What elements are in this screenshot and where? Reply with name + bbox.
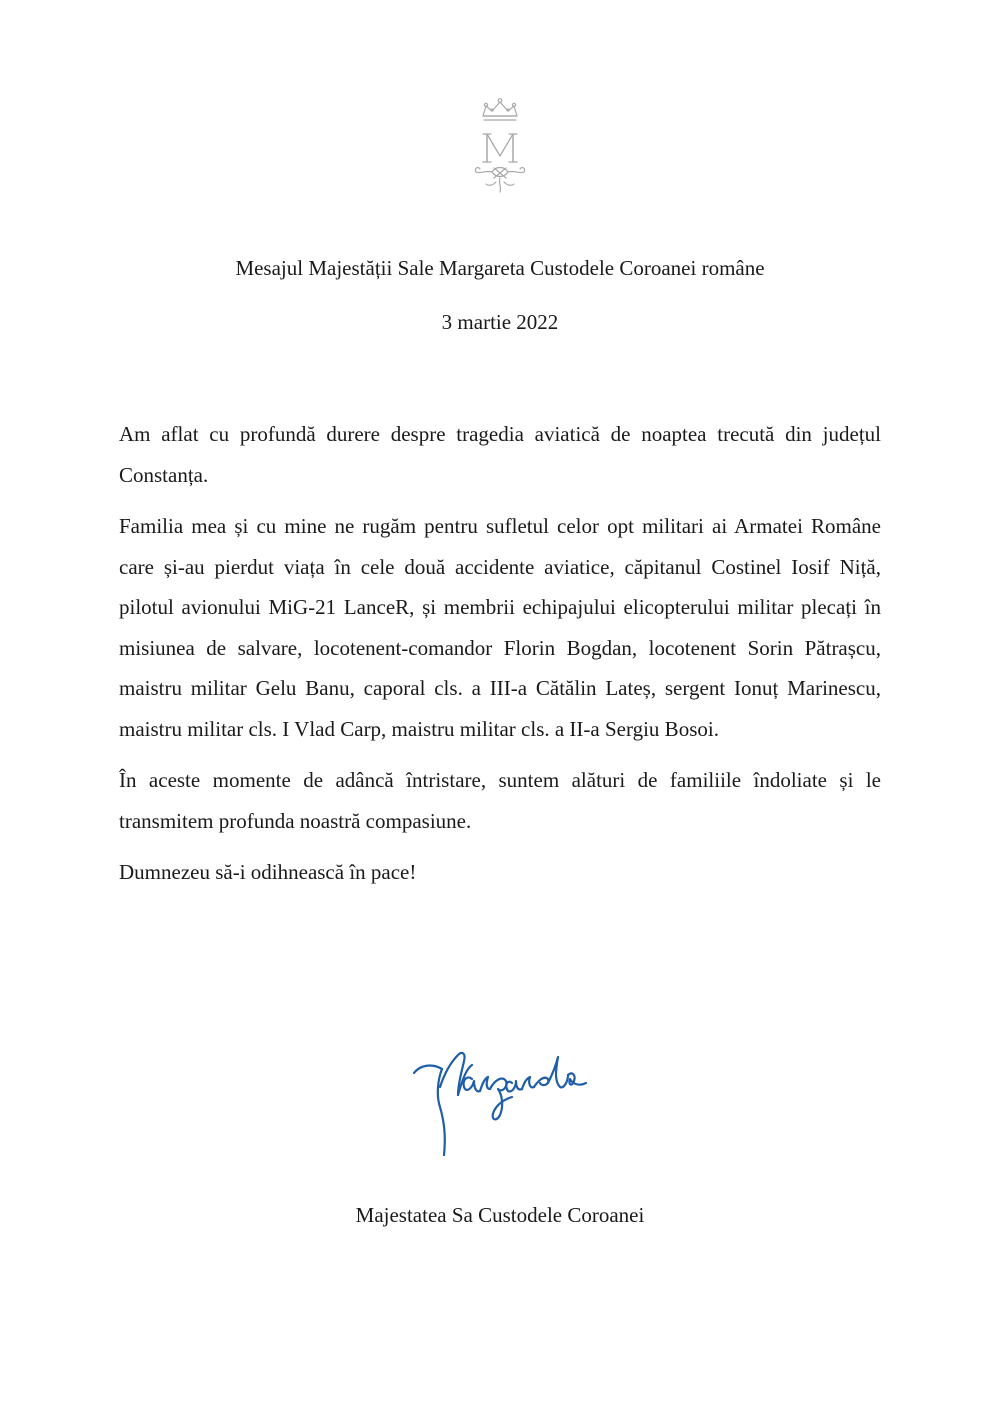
paragraph-3: În aceste momente de adâncă întristare, suntem alături de familiile îndoliate și le transmitem profunda noastră compasiune.	[119, 768, 881, 833]
royal-monogram-icon	[466, 96, 534, 196]
paragraph-1: Am aflat cu profundă durere despre tragedia aviatică de noaptea trecută din județul Constanța.	[119, 422, 881, 487]
message-body	[119, 414, 881, 904]
signer-name: Majestatea Sa Custodele Coroanei	[355, 1203, 645, 1227]
handwritten-signature	[410, 1035, 590, 1160]
paragraph-4: Dumnezeu să-i odihnească în pace!	[119, 860, 417, 884]
message-date: 3 martie 2022	[441, 310, 559, 334]
message-title: Mesajul Majestății Sale Margareta Custodele Coroanei române	[235, 256, 765, 280]
paragraph-2: Familia mea și cu mine ne rugăm pentru sufletul celor opt militari ai Armatei Române care și-au pierdut viața în cele două accidente aviatice, căpitanul Costinel Iosif Niță, pilotul avionului MiG-21 LanceR, și membrii echipajului elicopterului militar plecați în misiunea de salvare, locotenent-comandor Florin Bogdan, locotenent Sorin Pătrașcu, maistru militar Gelu Banu, caporal cls. a III-a Cătălin Lateș, sergent Ionuț Marinescu, maistru militar cls. I Vlad Carp, maistru militar cls. a II-a Sergiu Bosoi.	[119, 514, 881, 741]
